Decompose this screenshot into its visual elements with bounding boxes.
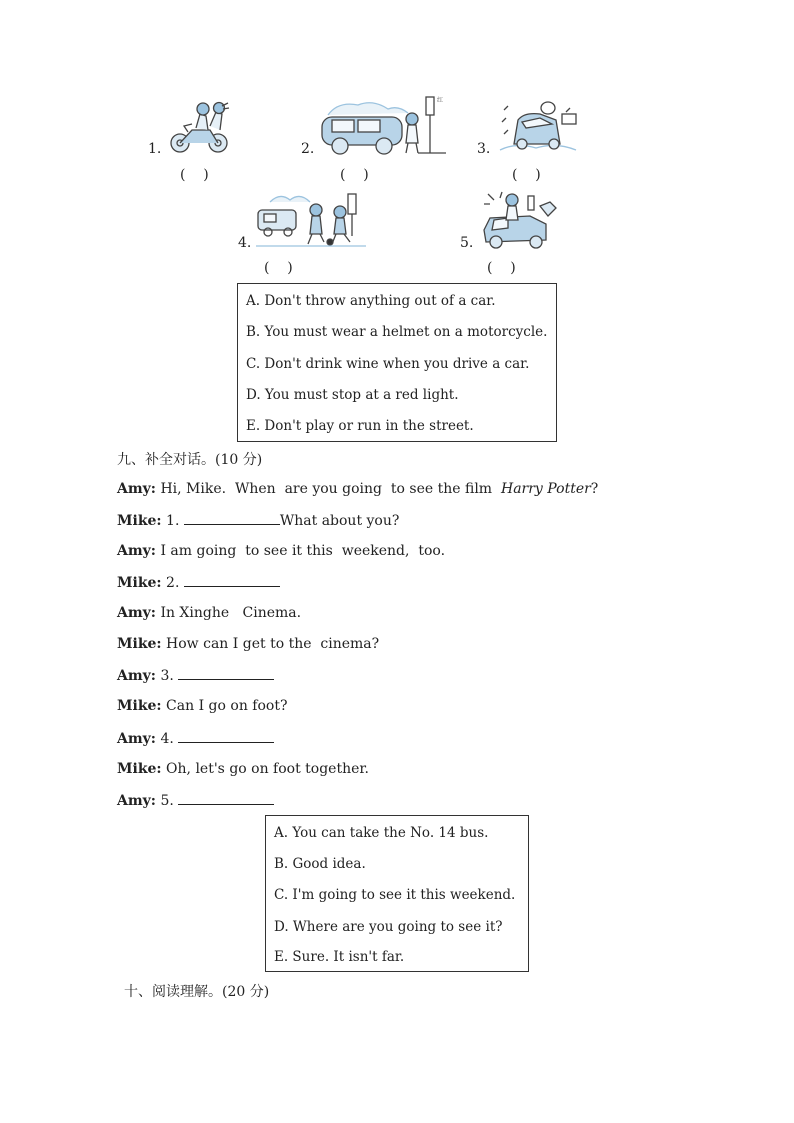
section-10-title: 十、阅读理解。(20 分) [124,984,270,1000]
speaker: Amy: [117,793,156,809]
dialogue-options-box [265,815,529,972]
speaker: Amy: [117,543,156,559]
dialogue-line: Amy: 4. [117,730,274,747]
answer-blank-5[interactable] [178,792,274,805]
dialogue-line: Mike: 1. What about you? [117,513,400,529]
dialogue-line: Amy: 3. [117,667,274,684]
dialogue-line: Amy: I am going to see it this weekend, too. [117,543,446,559]
kids-street-icon [256,190,368,250]
picture-number: 3. [477,141,491,157]
drink-drive-icon [480,190,560,252]
speaker: Amy: [117,481,156,497]
speaker: Amy: [117,731,156,747]
dialogue-line: Amy: In Xinghe Cinema. [117,605,302,621]
dialogue-line: Mike: How can I get to the cinema? [117,636,380,652]
speaker: Mike: [117,636,162,652]
answer-paren: ( ) [264,260,293,276]
dialogue-line: Mike: Oh, let's go on foot together. [117,761,369,777]
picture-number: 1. [148,141,162,157]
answer-paren: ( ) [180,167,209,183]
speaker: Mike: [117,761,162,777]
option-e: E. Sure. It isn't far. [274,949,405,965]
motorcycle-helmet-icon [166,100,232,156]
picture-number: 4. [238,235,252,251]
car-trash-icon [496,98,580,156]
speaker: Mike: [117,575,162,591]
answer-blank-4[interactable] [178,730,274,743]
car-crossing-icon [318,95,448,157]
answer-paren: ( ) [340,167,369,183]
option-a: A. Don't throw anything out of a car. [246,293,496,309]
option-b: B. You must wear a helmet on a motorcycle. [246,324,548,340]
speaker: Mike: [117,698,162,714]
answer-blank-3[interactable] [178,667,274,680]
dialogue-line: Amy: Hi, Mike. When are you going to see the film Harry Potter? [117,481,599,497]
speaker: Mike: [117,513,162,529]
dialogue-line: Amy: 5. [117,792,274,809]
option-c: C. Don't drink wine when you drive a car. [246,356,530,372]
answer-blank-1[interactable] [184,512,280,525]
option-a: A. You can take the No. 14 bus. [274,825,489,841]
picture-number: 5. [460,235,474,251]
answer-blank-2[interactable] [184,574,280,587]
section-9-title: 九、补全对话。(10 分) [117,452,263,468]
option-c: C. I'm going to see it this weekend. [274,887,516,903]
dialogue-line: Mike: Can I go on foot? [117,698,288,714]
dialogue-line: Mike: 2. [117,574,280,591]
option-d: D. Where are you going to see it? [274,919,503,935]
picture-number: 2. [301,141,315,157]
option-b: B. Good idea. [274,856,366,872]
speaker: Amy: [117,668,156,684]
svg-text:红: 红 [437,97,444,104]
option-d: D. You must stop at a red light. [246,387,459,403]
speaker: Amy: [117,605,156,621]
matching-options-box [237,283,557,442]
option-e: E. Don't play or run in the street. [246,418,474,434]
answer-paren: ( ) [512,167,541,183]
answer-paren: ( ) [487,260,516,276]
